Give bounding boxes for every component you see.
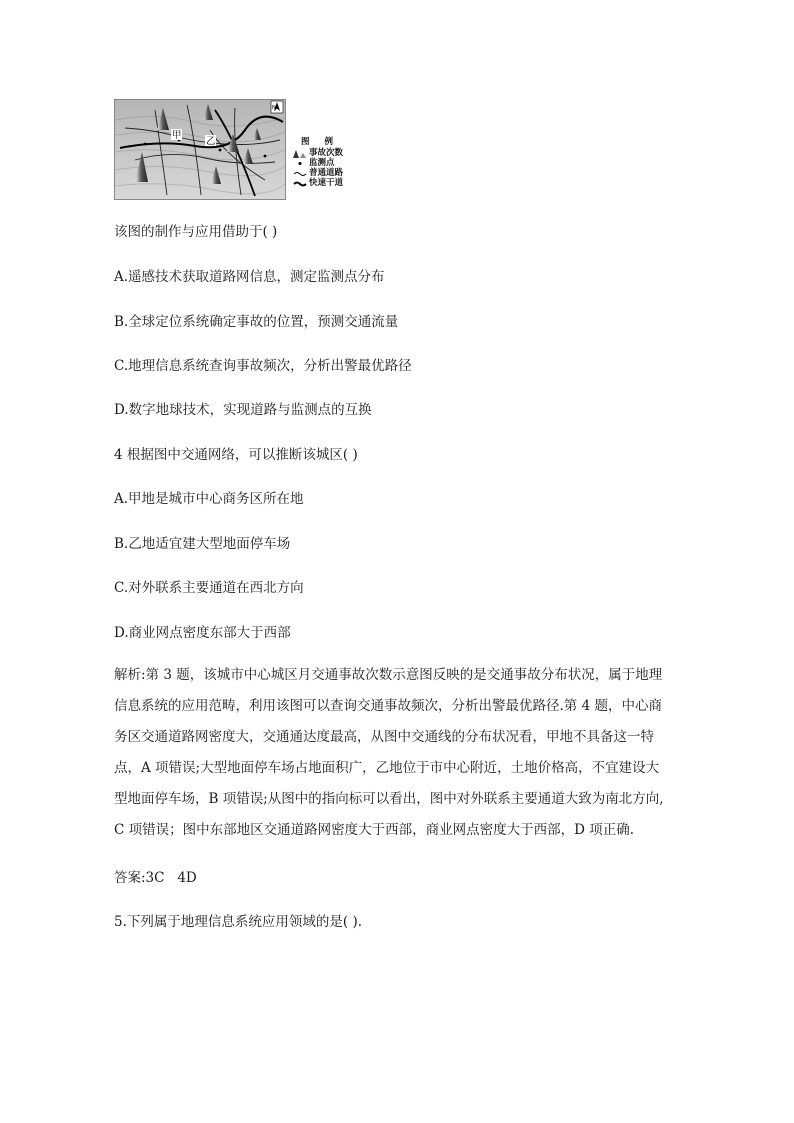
monitor-point-icon	[293, 159, 307, 168]
analysis-line: 务区交通道路网密度大，交通通达度最高，从图中交通线的分布状况看，甲地不具备这一特	[114, 729, 654, 745]
analysis-line: 解析:第 3 题，该城市中心城区月交通事故次数示意图反映的是交通事故分布状况，属于地理	[114, 667, 663, 683]
ordinary-road-icon	[293, 169, 307, 178]
expressway-icon	[293, 179, 307, 188]
north-arrow-icon	[271, 101, 283, 113]
q3-option-a: A.遥感技术获取道路网信息，测定监测点分布	[114, 269, 385, 285]
analysis-paragraph	[114, 660, 680, 846]
q5-stem: 5.下列属于地理信息系统应用领域的是( ).	[114, 914, 362, 930]
q3-stem: 该图的制作与应用借助于( )	[114, 224, 278, 240]
q4-option-c: C.对外联系主要通道在西北方向	[114, 580, 304, 596]
legend-label: 快速干道	[309, 178, 344, 188]
analysis-line: 型地面停车场，B 项错误;从图中的指向标可以看出，图中对外联系主要通道大致为南北方向,	[114, 791, 664, 807]
accident-peak-icon	[293, 149, 307, 158]
analysis-line: 点，A 项错误;大型地面停车场占地面积广，乙地位于市中心附近，土地价格高，不宜建设大	[114, 760, 660, 776]
accident-map	[115, 100, 285, 199]
legend-label: 事故次数	[309, 148, 344, 158]
legend-item-monitor	[293, 158, 343, 168]
svg-text:N: N	[272, 105, 276, 111]
analysis-line: C 项错误；图中东部地区交通道路网密度大于西部，商业网点密度大于西部，D 项正确.	[114, 822, 635, 838]
legend-title: 图 例	[301, 137, 339, 147]
label-jia: 甲	[172, 130, 182, 141]
q4-option-a: A.甲地是城市中心商务区所在地	[114, 491, 304, 507]
answer-line: 答案:3C 4D	[114, 870, 197, 886]
legend-item-accident	[293, 148, 343, 158]
legend-item-road	[293, 168, 343, 178]
accident-map-figure	[114, 99, 286, 200]
q3-option-c: C.地理信息系统查询事故频次，分析出警最优路径	[114, 358, 412, 374]
q4-stem: 4 根据图中交通网络，可以推断该城区( )	[114, 447, 358, 463]
map-legend	[293, 137, 343, 188]
legend-label: 普通道路	[309, 168, 344, 178]
legend-item-expressway	[293, 178, 343, 188]
analysis-line: 信息系统的应用范畴，利用该图可以查询交通事故频次，分析出警最优路径.第 4 题，中心商	[114, 698, 662, 714]
legend-label: 监测点	[309, 158, 335, 168]
q3-option-b: B.全球定位系统确定事故的位置，预测交通流量	[114, 314, 399, 330]
label-yi: 乙	[206, 136, 216, 147]
q4-option-b: B.乙地适宜建大型地面停车场	[114, 536, 291, 552]
q4-option-d: D.商业网点密度东部大于西部	[114, 625, 291, 641]
q3-option-d: D.数字地球技术，实现道路与监测点的互换	[114, 402, 372, 418]
